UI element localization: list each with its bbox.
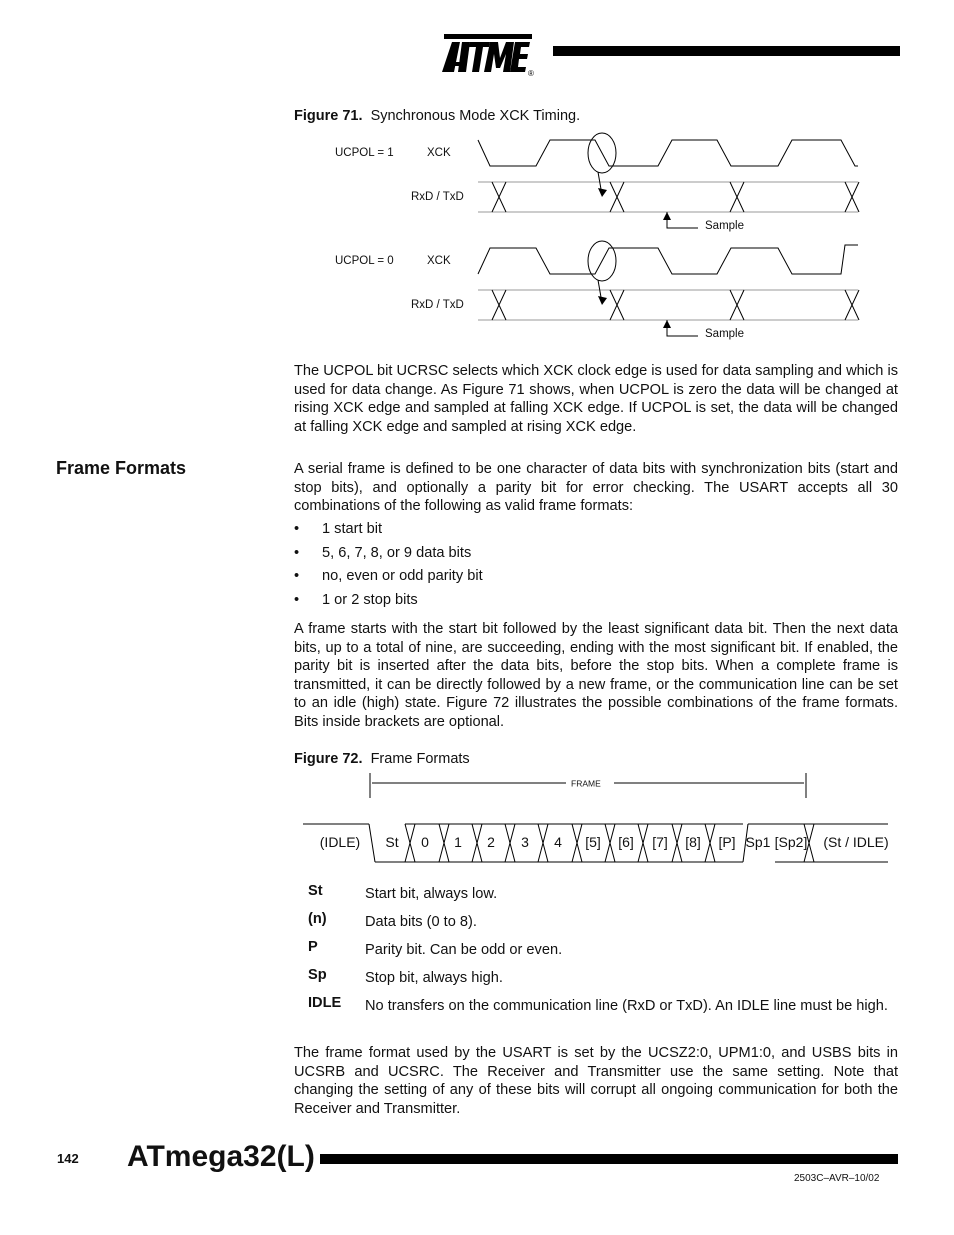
cell-st: St bbox=[385, 834, 399, 850]
cell-idle: (IDLE) bbox=[319, 834, 361, 850]
cell-sp2: [Sp2] bbox=[774, 834, 808, 850]
ucpol0-label: UCPOL = 0 bbox=[335, 255, 394, 267]
definition-row bbox=[308, 939, 898, 967]
cell-bit3: 3 bbox=[521, 834, 529, 850]
definition-term: (n) bbox=[308, 911, 327, 927]
figure72-label: Figure 72. bbox=[294, 751, 363, 767]
ucpol1-label: UCPOL = 1 bbox=[335, 147, 394, 159]
para-ucpol: The UCPOL bit UCRSC selects which XCK clock edge is used for data sampling and which is used for data change. As Figure 71 shows, when UCPOL is zero the data will be changed at rising XCK edge and sampled at falling XCK edge. If UCPOL is set, the data will be changed at falling XCK edge and sampled at rising XCK edge. bbox=[294, 363, 898, 435]
figure72-diagram bbox=[0, 770, 954, 870]
arrow-icon bbox=[663, 320, 671, 328]
definition-row bbox=[308, 995, 898, 1023]
para-frame-config: The frame format used by the USART is set by the UCSZ2:0, UPM1:0, and USBS bits in UCSRB and UCSRC. The Receiver and Transmitter use the same setting. Note that changing the setting of any of these bits will corrupt all ongoing communication for both the Receiver and Transmitter. bbox=[294, 1045, 898, 1117]
cell-bit6: [6] bbox=[618, 834, 634, 850]
frame-format-list bbox=[294, 519, 898, 613]
list-item: • no, even or odd parity bit bbox=[294, 568, 483, 584]
footer-rule bbox=[320, 1154, 898, 1164]
figure71-caption-text: Synchronous Mode XCK Timing. bbox=[370, 108, 581, 124]
cell-bit1: 1 bbox=[454, 834, 462, 850]
xck-label-1: XCK bbox=[427, 147, 451, 159]
definition-desc: No transfers on the communication line (RxD or TxD). An IDLE line must be high. bbox=[365, 998, 888, 1014]
bullet-icon: • bbox=[294, 544, 300, 561]
xck-waveform-2 bbox=[478, 245, 858, 274]
definition-term: Sp bbox=[308, 967, 327, 983]
definition-desc: Parity bit. Can be odd or even. bbox=[365, 942, 563, 958]
cell-parity: [P] bbox=[718, 834, 736, 850]
figure72-caption-text: Frame Formats bbox=[370, 751, 470, 767]
definition-row bbox=[308, 967, 898, 995]
figure71-label: Figure 71. bbox=[294, 108, 363, 124]
bullet-icon: • bbox=[294, 521, 300, 537]
list-item: • 5, 6, 7, 8, or 9 data bits bbox=[294, 544, 472, 561]
xck-label-2: XCK bbox=[427, 255, 451, 267]
cell-bit5: [5] bbox=[585, 834, 601, 850]
page-number: 142 bbox=[57, 1151, 79, 1166]
cell-bit8: [8] bbox=[685, 834, 701, 850]
arrow-icon bbox=[598, 188, 607, 197]
definition-list bbox=[308, 883, 898, 1023]
definition-desc: Stop bit, always high. bbox=[365, 970, 503, 986]
cell-bit7: [7] bbox=[652, 834, 668, 850]
document-code: 2503C–AVR–10/02 bbox=[794, 1173, 880, 1184]
cell-bit2: 2 bbox=[487, 834, 495, 850]
rxd-label-1: RxD / TxD bbox=[411, 191, 464, 203]
sample-label-1: Sample bbox=[705, 220, 744, 232]
bullet-icon: • bbox=[294, 591, 300, 608]
data-waveform-1 bbox=[478, 182, 859, 212]
data-waveform-2 bbox=[478, 290, 859, 320]
figure72-caption bbox=[294, 751, 470, 767]
definition-row bbox=[308, 883, 898, 911]
definition-desc: Start bit, always low. bbox=[365, 886, 498, 902]
para-frame-def: A serial frame is defined to be one character of data bits with synchronization bits (start and stop bits), and optionally a parity bit for error checking. The USART accepts all 30 combinations of the following as valid frame formats: bbox=[294, 461, 898, 515]
figure71-diagram bbox=[0, 0, 954, 350]
frame-cells bbox=[320, 834, 889, 850]
cell-sp1: Sp1 bbox=[745, 834, 771, 850]
definition-desc: Data bits (0 to 8). bbox=[365, 914, 477, 930]
list-item: • 1 or 2 stop bits bbox=[294, 591, 418, 608]
definition-row bbox=[308, 911, 898, 939]
cell-bit0: 0 bbox=[421, 834, 429, 850]
sample-label-2: Sample bbox=[705, 328, 744, 340]
frame-label: FRAME bbox=[571, 778, 601, 789]
cell-bit4: 4 bbox=[554, 834, 562, 850]
arrow-icon bbox=[663, 212, 671, 220]
para-frame-start: A frame starts with the start bit followed by the least significant data bit. Then the next data bits, up to a total of nine, are succeeding, ending with the most significant bit. If enabled, the parity bit is inserted after the data bits, before the stop bits. When a complete frame is transmitted, it can be directly followed by a new frame, or the communication line can be set to an idle (high) state. Figure 72 illustrates the possible combinations of the frame formats. Bits inside brackets are optional. bbox=[294, 621, 898, 730]
registered-mark: ® bbox=[528, 69, 534, 78]
arrow-icon bbox=[598, 296, 607, 305]
list-item: • 1 start bit bbox=[294, 521, 383, 537]
definition-term: St bbox=[308, 883, 323, 899]
section-heading: Frame Formats bbox=[56, 458, 187, 478]
document-title: ATmega32(L) bbox=[127, 1140, 315, 1173]
cell-st-idle: (St / IDLE) bbox=[823, 834, 889, 850]
xck-waveform-1 bbox=[478, 140, 858, 166]
rxd-label-2: RxD / TxD bbox=[411, 299, 464, 311]
definition-term: IDLE bbox=[308, 995, 342, 1011]
definition-term: P bbox=[308, 939, 318, 955]
bullet-icon: • bbox=[294, 568, 300, 584]
